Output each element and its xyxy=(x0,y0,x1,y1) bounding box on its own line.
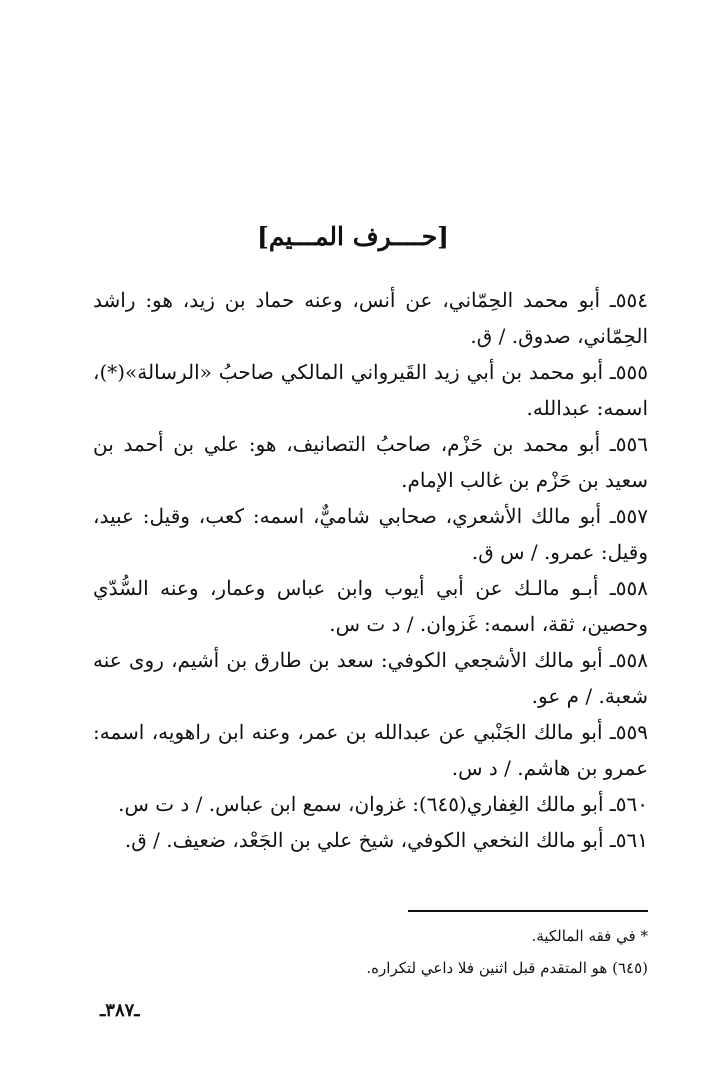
entry-554: ٥٥٤ـ أبو محمد الحِمّاني، عن أنس، وعنه حماد بن زيد، هو: راشد الحِمّاني، صدوق. / ق. xyxy=(93,288,648,348)
entry-555: ٥٥٥ـ أبو محمد بن أبي زيد القَيرواني المالكي صاحبُ «الرسالة»(*)، اسمه: عبدالله. xyxy=(93,360,648,420)
entry-559: ٥٥٩ـ أبو مالك الجَنْبي عن عبدالله بن عمر، وعنه ابن راهويه، اسمه: عمرو بن هاشم. / د س. xyxy=(93,720,648,780)
entries-list xyxy=(93,282,648,858)
page-number: ـ٣٨٧ـ xyxy=(100,1000,140,1021)
footnote-divider xyxy=(408,910,648,912)
section-heading: [حــــرف المـــيم] xyxy=(257,222,449,251)
entry-558b: ٥٥٨ـ أبو مالك الأشجعي الكوفي: سعد بن طارق بن أشيم، روى عنه شعبة. / م عو. xyxy=(93,648,648,708)
entry-560: ٥٦٠ـ أبو مالك الغِفاري(٦٤٥): غزوان، سمع ابن عباس. / د ت س. xyxy=(118,792,648,816)
entry-558: ٥٥٨ـ أبـو مالـك عن أبي أيوب وابن عباس وعمار، وعنه السُّدّي وحصين، ثقة، اسمه: غَزوان. / د ت س. xyxy=(93,576,648,636)
footnote-asterisk: * في فقه المالكية. xyxy=(531,927,648,945)
entry-557: ٥٥٧ـ أبو مالك الأشعري، صحابي شاميٌّ، اسمه: كعب، وقيل: عبيد، وقيل: عمرو. / س ق. xyxy=(93,504,648,564)
footnotes xyxy=(93,920,648,984)
entry-556: ٥٥٦ـ أبو محمد بن حَزْم، صاحبُ التصانيف، هو: علي بن أحمد بن سعيد بن حَزْم بن غالب الإمام. xyxy=(93,432,648,492)
entry-561: ٥٦١ـ أبو مالك النخعي الكوفي، شيخ علي بن الجَعْد، ضعيف. / ق. xyxy=(124,828,648,852)
footnote-645: (٦٤٥) هو المتقدم قبل اثنين فلا داعي لتكراره. xyxy=(366,959,648,977)
